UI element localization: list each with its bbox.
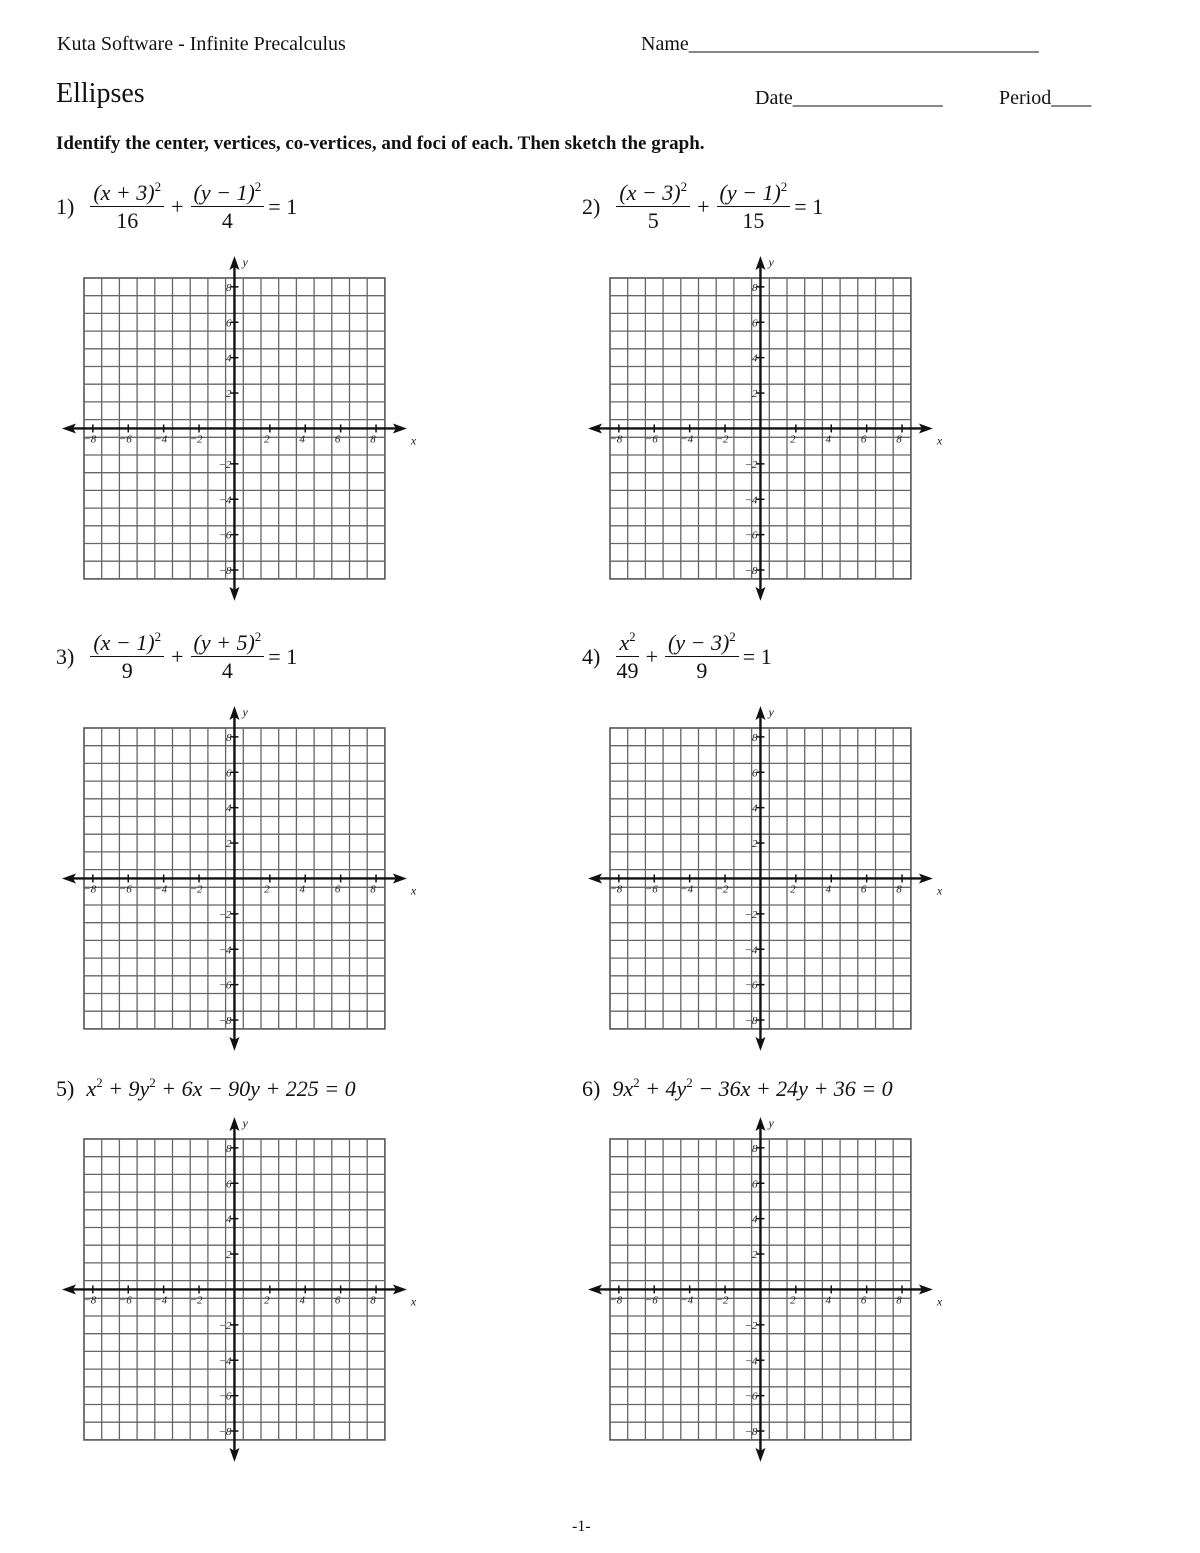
x-tick-label: −6 — [118, 433, 132, 446]
y-tick-label: −8 — [218, 565, 232, 578]
y-tick-label: 8 — [225, 1142, 232, 1155]
y-tick-label: −4 — [744, 1355, 758, 1368]
x-axis-label: x — [410, 433, 417, 448]
x-tick-label: −4 — [680, 1294, 694, 1307]
plus-sign: + — [697, 193, 710, 219]
denominator: 9 — [696, 658, 708, 684]
exponent: 2 — [254, 179, 262, 194]
problem-number: 2) — [582, 193, 601, 219]
denominator: 16 — [116, 208, 139, 234]
x-tick-label: 8 — [896, 433, 902, 446]
y-axis-label: y — [242, 1116, 248, 1130]
exponent: 2 — [154, 179, 162, 194]
numerator: (y + 5) — [193, 630, 255, 655]
x-axis-label: x — [936, 1294, 943, 1309]
x-tick-label: 4 — [299, 433, 305, 446]
y-tick-label: −2 — [218, 908, 232, 921]
y-tick-label: −2 — [218, 1319, 232, 1332]
x-tick-label: −2 — [189, 433, 203, 446]
y-tick-label: −6 — [744, 1390, 758, 1403]
numerator: (y − 3) — [668, 630, 730, 655]
problem-4 — [582, 630, 772, 684]
problem-number: 4) — [582, 643, 601, 669]
x-tick-label: 4 — [299, 1294, 305, 1307]
y-tick-label: 4 — [751, 352, 758, 365]
y-tick-label: 6 — [751, 767, 758, 780]
denominator: 9 — [121, 658, 133, 684]
y-axis-label: y — [768, 705, 774, 719]
fraction-2 — [191, 630, 265, 684]
coordinate-grid-3[interactable] — [60, 704, 417, 1034]
problem-number: 3) — [56, 643, 75, 669]
y-tick-label: −8 — [744, 1426, 758, 1439]
exponent: 2 — [680, 179, 688, 194]
eq-part: x — [86, 1076, 97, 1101]
denominator: 5 — [647, 208, 659, 234]
y-tick-label: 6 — [225, 767, 232, 780]
x-tick-label: 4 — [825, 1294, 831, 1307]
x-tick-label: 8 — [896, 1294, 902, 1307]
problem-6 — [582, 1076, 893, 1102]
x-tick-label: 6 — [334, 1294, 341, 1307]
y-tick-label: 8 — [751, 1142, 758, 1155]
numerator: (x + 3) — [93, 180, 155, 205]
x-tick-label: −6 — [644, 1294, 658, 1307]
date-field — [755, 87, 943, 110]
date-label: Date — [755, 87, 793, 109]
y-tick-label: 2 — [751, 838, 758, 851]
x-tick-label: −4 — [680, 433, 694, 446]
y-tick-label: −8 — [218, 1015, 232, 1028]
y-tick-label: 4 — [225, 352, 232, 365]
x-tick-label: 2 — [264, 1294, 270, 1307]
x-tick-label: −4 — [680, 883, 694, 896]
y-tick-label: 2 — [751, 1249, 758, 1262]
y-tick-label: 4 — [751, 1213, 758, 1226]
equals-one: = 1 — [794, 193, 824, 219]
x-tick-label: −2 — [715, 433, 729, 446]
y-tick-label: −8 — [218, 1426, 232, 1439]
x-tick-label: −2 — [189, 883, 203, 896]
y-tick-label: −6 — [744, 979, 758, 992]
y-tick-label: −4 — [744, 944, 758, 957]
coordinate-grid-2[interactable] — [586, 254, 943, 584]
plus-sign: + — [171, 643, 184, 669]
denominator: 4 — [221, 208, 233, 234]
y-tick-label: 4 — [225, 1213, 232, 1226]
fraction-1 — [616, 180, 690, 234]
y-tick-label: 6 — [225, 317, 232, 330]
software-name: Kuta Software - Infinite Precalculus — [57, 33, 346, 55]
x-axis-label: x — [410, 1294, 417, 1309]
eq-part: + 9y — [102, 1076, 150, 1101]
plus-sign: + — [171, 193, 184, 219]
y-tick-label: 2 — [225, 1249, 232, 1262]
x-tick-label: −6 — [118, 883, 132, 896]
denominator: 4 — [221, 658, 233, 684]
name-label: Name — [641, 33, 689, 55]
y-tick-label: −2 — [744, 1319, 758, 1332]
plus-sign: + — [645, 643, 659, 669]
y-tick-label: −6 — [218, 979, 232, 992]
date-line: _______________ — [792, 87, 943, 109]
x-tick-label: 4 — [825, 433, 831, 446]
fraction-1 — [90, 630, 164, 684]
y-tick-label: −6 — [218, 1390, 232, 1403]
coordinate-grid-4[interactable] — [586, 704, 943, 1034]
x-tick-label: 2 — [790, 883, 796, 896]
exponent: 2 — [154, 629, 162, 644]
denominator: 15 — [742, 208, 765, 234]
eq-part: + 4y — [639, 1076, 687, 1101]
x-tick-label: 6 — [334, 433, 341, 446]
fraction-1 — [616, 630, 638, 684]
fraction-1 — [90, 180, 164, 234]
x-tick-label: 8 — [370, 1294, 376, 1307]
equals-one: = 1 — [268, 193, 298, 219]
y-tick-label: 2 — [225, 838, 232, 851]
y-tick-label: 6 — [225, 1178, 232, 1191]
y-tick-label: −2 — [744, 908, 758, 921]
numerator: x — [619, 630, 630, 655]
x-tick-label: −8 — [609, 433, 623, 446]
x-tick-label: −4 — [154, 433, 168, 446]
coordinate-grid-5[interactable] — [60, 1115, 417, 1445]
numerator: (x − 3) — [619, 180, 681, 205]
exponent: 2 — [149, 1075, 156, 1090]
x-tick-label: 6 — [860, 1294, 867, 1307]
fraction-2 — [717, 180, 791, 234]
y-tick-label: 8 — [225, 731, 232, 744]
page-number: -1- — [572, 1518, 591, 1535]
denominator: 49 — [616, 658, 639, 684]
y-axis-label: y — [242, 255, 248, 269]
x-tick-label: −6 — [118, 1294, 132, 1307]
y-tick-label: −2 — [744, 458, 758, 471]
x-tick-label: −4 — [154, 883, 168, 896]
equation — [86, 1076, 355, 1102]
problem-2 — [582, 180, 823, 234]
x-tick-label: −8 — [83, 883, 97, 896]
numerator: (x − 1) — [93, 630, 155, 655]
period-line: ____ — [1051, 87, 1092, 109]
exponent: 2 — [729, 629, 736, 644]
x-tick-label: 2 — [264, 883, 270, 896]
x-tick-label: 2 — [790, 433, 796, 446]
y-tick-label: 4 — [225, 802, 232, 815]
x-tick-label: 2 — [264, 433, 270, 446]
x-tick-label: −8 — [609, 883, 623, 896]
exponent: 2 — [254, 629, 262, 644]
x-tick-label: −2 — [189, 1294, 203, 1307]
exponent: 2 — [629, 629, 636, 644]
equals-one: = 1 — [268, 643, 298, 669]
name-field — [641, 33, 1039, 56]
numerator: (y − 1) — [193, 180, 255, 205]
equals-one: = 1 — [742, 643, 772, 669]
exponent: 2 — [686, 1075, 693, 1090]
y-tick-label: −8 — [744, 1015, 758, 1028]
x-tick-label: −6 — [644, 883, 658, 896]
problem-number: 5) — [56, 1076, 75, 1101]
x-tick-label: 2 — [790, 1294, 796, 1307]
exponent: 2 — [633, 1075, 640, 1090]
numerator: (y − 1) — [719, 180, 781, 205]
exponent: 2 — [96, 1075, 103, 1090]
x-tick-label: −4 — [154, 1294, 168, 1307]
fraction-2 — [665, 630, 739, 684]
y-tick-label: 4 — [751, 802, 758, 815]
x-tick-label: −8 — [609, 1294, 623, 1307]
name-line: ___________________________________ — [688, 33, 1039, 55]
y-tick-label: 8 — [751, 731, 758, 744]
problem-number: 6) — [582, 1076, 601, 1101]
x-tick-label: −8 — [83, 1294, 97, 1307]
x-axis-label: x — [410, 883, 417, 898]
y-tick-label: −6 — [744, 529, 758, 542]
x-tick-label: 4 — [299, 883, 305, 896]
instructions: Identify the center, vertices, co-vertices, and foci of each. Then sketch the graph. — [56, 133, 705, 154]
page-title: Ellipses — [56, 78, 145, 109]
problem-number: 1) — [56, 193, 75, 219]
x-tick-label: −6 — [644, 433, 658, 446]
y-tick-label: 8 — [225, 281, 232, 294]
x-tick-label: −8 — [83, 433, 97, 446]
x-axis-label: x — [936, 883, 943, 898]
y-tick-label: −4 — [218, 1355, 232, 1368]
y-tick-label: 2 — [225, 388, 232, 401]
y-tick-label: −4 — [218, 494, 232, 507]
y-tick-label: 8 — [751, 281, 758, 294]
coordinate-grid-6[interactable] — [586, 1115, 943, 1445]
y-tick-label: −2 — [218, 458, 232, 471]
y-tick-label: −8 — [744, 565, 758, 578]
eq-part: 9x — [612, 1076, 634, 1101]
equation — [612, 1076, 892, 1102]
period-label: Period — [999, 87, 1052, 109]
y-tick-label: −4 — [218, 944, 232, 957]
x-tick-label: −2 — [715, 883, 729, 896]
y-tick-label: 6 — [751, 317, 758, 330]
x-tick-label: 8 — [370, 433, 376, 446]
x-tick-label: 6 — [860, 433, 867, 446]
y-tick-label: 2 — [751, 388, 758, 401]
problem-3 — [56, 630, 297, 684]
problem-5 — [56, 1076, 356, 1102]
x-tick-label: 6 — [860, 883, 867, 896]
x-tick-label: 8 — [370, 883, 376, 896]
y-tick-label: −6 — [218, 529, 232, 542]
x-tick-label: 4 — [825, 883, 831, 896]
problem-1 — [56, 180, 297, 234]
y-tick-label: 6 — [751, 1178, 758, 1191]
y-axis-label: y — [768, 255, 774, 269]
eq-part: + 6x − 90y + 225 = 0 — [155, 1076, 356, 1101]
y-axis-label: y — [242, 705, 248, 719]
coordinate-grid-1[interactable] — [60, 254, 417, 584]
x-tick-label: 6 — [334, 883, 341, 896]
eq-part: − 36x + 24y + 36 = 0 — [692, 1076, 893, 1101]
y-tick-label: −4 — [744, 494, 758, 507]
x-axis-label: x — [936, 433, 943, 448]
x-tick-label: −2 — [715, 1294, 729, 1307]
x-tick-label: 8 — [896, 883, 902, 896]
y-axis-label: y — [768, 1116, 774, 1130]
exponent: 2 — [780, 179, 788, 194]
period-field — [999, 87, 1091, 110]
fraction-2 — [191, 180, 265, 234]
